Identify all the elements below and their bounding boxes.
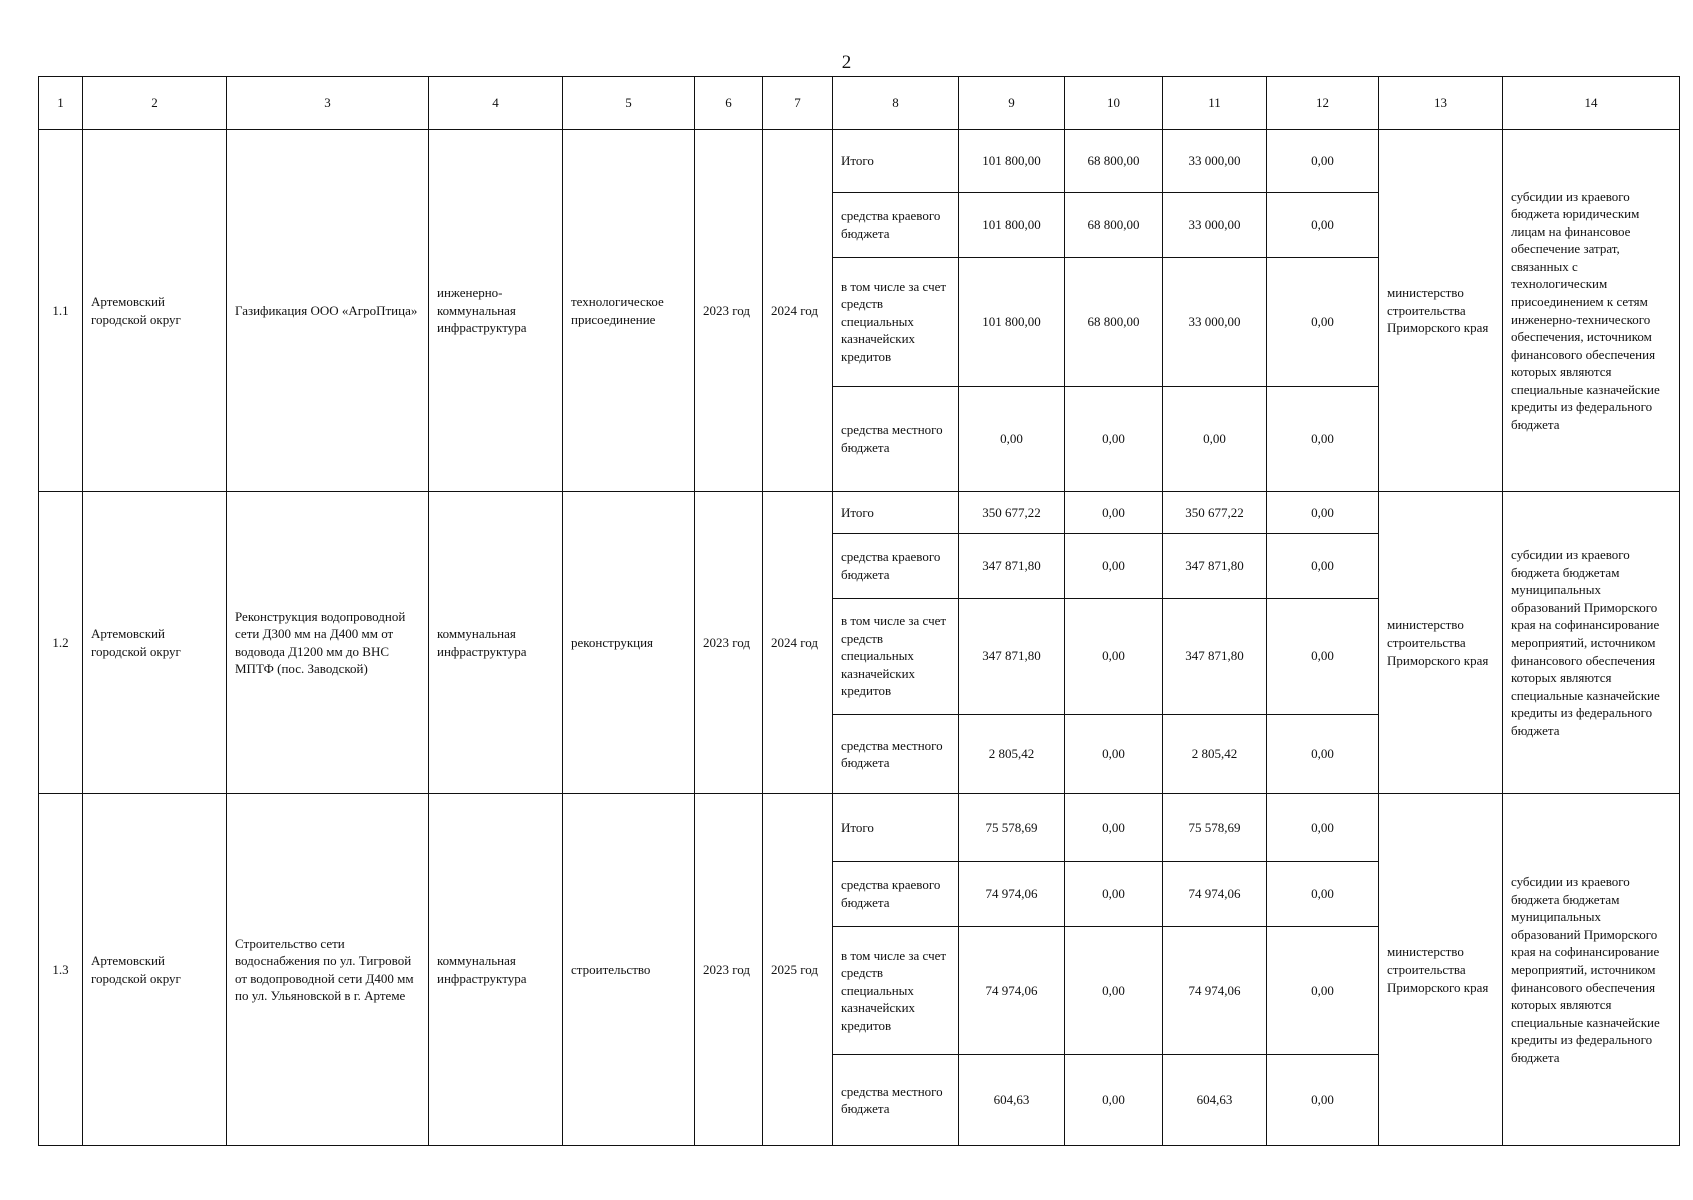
amount-total: 0,00 xyxy=(959,386,1065,491)
column-header: 10 xyxy=(1065,77,1163,130)
table-row xyxy=(39,130,1680,193)
column-header: 3 xyxy=(227,77,429,130)
object-name-cell: Газификация ООО «АгроПтица» xyxy=(227,130,429,492)
object-name-cell: Строительство сети водоснабжения по ул. Тигровой от водопроводной сети Д400 мм по ул. Ульяновской в г. Артеме xyxy=(227,794,429,1146)
ministry-cell: министерство строительства Приморского края xyxy=(1379,492,1503,794)
column-header: 9 xyxy=(959,77,1065,130)
amount-2023: 0,00 xyxy=(1065,1055,1163,1146)
funding-label: средства краевого бюджета xyxy=(833,192,959,257)
amount-2025: 0,00 xyxy=(1267,714,1379,794)
amount-2023: 0,00 xyxy=(1065,533,1163,598)
amount-2025: 0,00 xyxy=(1267,598,1379,714)
mechanism-cell: субсидии из краевого бюджета бюджетам муниципальных образований Приморского края на софинансирование мероприятий, источником финансового обеспечения которых являются специальные казначейские кредиты из федерального бюджета xyxy=(1503,492,1680,794)
amount-2023: 68 800,00 xyxy=(1065,257,1163,386)
amount-total: 101 800,00 xyxy=(959,130,1065,193)
infrastructure-cell: коммунальная инфраструктура xyxy=(429,492,563,794)
row-number: 1.3 xyxy=(39,794,83,1146)
infrastructure-cell: коммунальная инфраструктура xyxy=(429,794,563,1146)
mechanism-cell: субсидии из краевого бюджета бюджетам муниципальных образований Приморского края на софинансирование мероприятий, источником финансового обеспечения которых являются специальные казначейские кредиты из федерального бюджета xyxy=(1503,794,1680,1146)
column-header: 12 xyxy=(1267,77,1379,130)
work-type-cell: реконструкция xyxy=(563,492,695,794)
amount-2023: 0,00 xyxy=(1065,492,1163,534)
column-header: 5 xyxy=(563,77,695,130)
amount-2025: 0,00 xyxy=(1267,794,1379,861)
column-header: 6 xyxy=(695,77,763,130)
amount-2024: 74 974,06 xyxy=(1163,861,1267,926)
amount-2025: 0,00 xyxy=(1267,130,1379,193)
column-number-row xyxy=(39,77,1680,130)
funding-label: в том числе за счет средств специальных казначейских кредитов xyxy=(833,598,959,714)
amount-2025: 0,00 xyxy=(1267,926,1379,1055)
start-year-cell: 2023 год xyxy=(695,794,763,1146)
amount-2025: 0,00 xyxy=(1267,192,1379,257)
amount-total: 347 871,80 xyxy=(959,533,1065,598)
end-year-cell: 2024 год xyxy=(763,130,833,492)
mechanism-cell: субсидии из краевого бюджета юридическим лицам на финансовое обеспечение затрат, связанных с технологическим присоединением к сетям инженерно-технического обеспечения, источником финансового обеспечения которых являются специальные казначейские кредиты из федерального бюджета xyxy=(1503,130,1680,492)
amount-2025: 0,00 xyxy=(1267,492,1379,534)
end-year-cell: 2024 год xyxy=(763,492,833,794)
page-number: 2 xyxy=(841,52,852,73)
amount-total: 347 871,80 xyxy=(959,598,1065,714)
amount-total: 2 805,42 xyxy=(959,714,1065,794)
column-header: 1 xyxy=(39,77,83,130)
work-type-cell: строительство xyxy=(563,794,695,1146)
amount-2023: 0,00 xyxy=(1065,598,1163,714)
funding-label: средства краевого бюджета xyxy=(833,533,959,598)
objects-table xyxy=(38,76,1680,1146)
amount-2024: 33 000,00 xyxy=(1163,257,1267,386)
amount-2023: 0,00 xyxy=(1065,861,1163,926)
infrastructure-cell: инженерно-коммунальная инфраструктура xyxy=(429,130,563,492)
amount-2024: 347 871,80 xyxy=(1163,533,1267,598)
amount-2024: 0,00 xyxy=(1163,386,1267,491)
amount-2024: 604,63 xyxy=(1163,1055,1267,1146)
work-type-cell: технологическое присоединение xyxy=(563,130,695,492)
amount-2023: 0,00 xyxy=(1065,794,1163,861)
amount-2025: 0,00 xyxy=(1267,386,1379,491)
funding-label: средства местного бюджета xyxy=(833,386,959,491)
municipality-cell: Артемовский городской округ xyxy=(83,794,227,1146)
table-row xyxy=(39,492,1680,534)
amount-2023: 0,00 xyxy=(1065,714,1163,794)
amount-2024: 347 871,80 xyxy=(1163,598,1267,714)
amount-total: 74 974,06 xyxy=(959,926,1065,1055)
amount-total: 350 677,22 xyxy=(959,492,1065,534)
amount-2023: 0,00 xyxy=(1065,386,1163,491)
object-name-cell: Реконструкция водопроводной сети Д300 мм на Д400 мм от водовода Д1200 мм до ВНС МПТФ (пос. Заводской) xyxy=(227,492,429,794)
table-row xyxy=(39,794,1680,861)
municipality-cell: Артемовский городской округ xyxy=(83,492,227,794)
column-header: 14 xyxy=(1503,77,1680,130)
funding-label: средства местного бюджета xyxy=(833,1055,959,1146)
ministry-cell: министерство строительства Приморского края xyxy=(1379,794,1503,1146)
column-header: 11 xyxy=(1163,77,1267,130)
amount-2023: 68 800,00 xyxy=(1065,192,1163,257)
amount-2025: 0,00 xyxy=(1267,533,1379,598)
amount-2024: 2 805,42 xyxy=(1163,714,1267,794)
amount-2023: 0,00 xyxy=(1065,926,1163,1055)
row-number: 1.2 xyxy=(39,492,83,794)
amount-2025: 0,00 xyxy=(1267,861,1379,926)
amount-total: 604,63 xyxy=(959,1055,1065,1146)
funding-label: в том числе за счет средств специальных казначейских кредитов xyxy=(833,257,959,386)
amount-2023: 68 800,00 xyxy=(1065,130,1163,193)
amount-total: 101 800,00 xyxy=(959,192,1065,257)
start-year-cell: 2023 год xyxy=(695,492,763,794)
start-year-cell: 2023 год xyxy=(695,130,763,492)
end-year-cell: 2025 год xyxy=(763,794,833,1146)
municipality-cell: Артемовский городской округ xyxy=(83,130,227,492)
funding-label: средства краевого бюджета xyxy=(833,861,959,926)
amount-2024: 74 974,06 xyxy=(1163,926,1267,1055)
row-number: 1.1 xyxy=(39,130,83,492)
amount-2024: 75 578,69 xyxy=(1163,794,1267,861)
amount-total: 75 578,69 xyxy=(959,794,1065,861)
amount-total: 101 800,00 xyxy=(959,257,1065,386)
funding-label: Итого xyxy=(833,492,959,534)
amount-2025: 0,00 xyxy=(1267,257,1379,386)
funding-label: Итого xyxy=(833,794,959,861)
column-header: 7 xyxy=(763,77,833,130)
funding-label: в том числе за счет средств специальных казначейских кредитов xyxy=(833,926,959,1055)
amount-2024: 350 677,22 xyxy=(1163,492,1267,534)
amount-2025: 0,00 xyxy=(1267,1055,1379,1146)
funding-label: средства местного бюджета xyxy=(833,714,959,794)
amount-2024: 33 000,00 xyxy=(1163,192,1267,257)
amount-2024: 33 000,00 xyxy=(1163,130,1267,193)
column-header: 2 xyxy=(83,77,227,130)
column-header: 4 xyxy=(429,77,563,130)
ministry-cell: министерство строительства Приморского края xyxy=(1379,130,1503,492)
column-header: 13 xyxy=(1379,77,1503,130)
amount-total: 74 974,06 xyxy=(959,861,1065,926)
column-header: 8 xyxy=(833,77,959,130)
funding-label: Итого xyxy=(833,130,959,193)
